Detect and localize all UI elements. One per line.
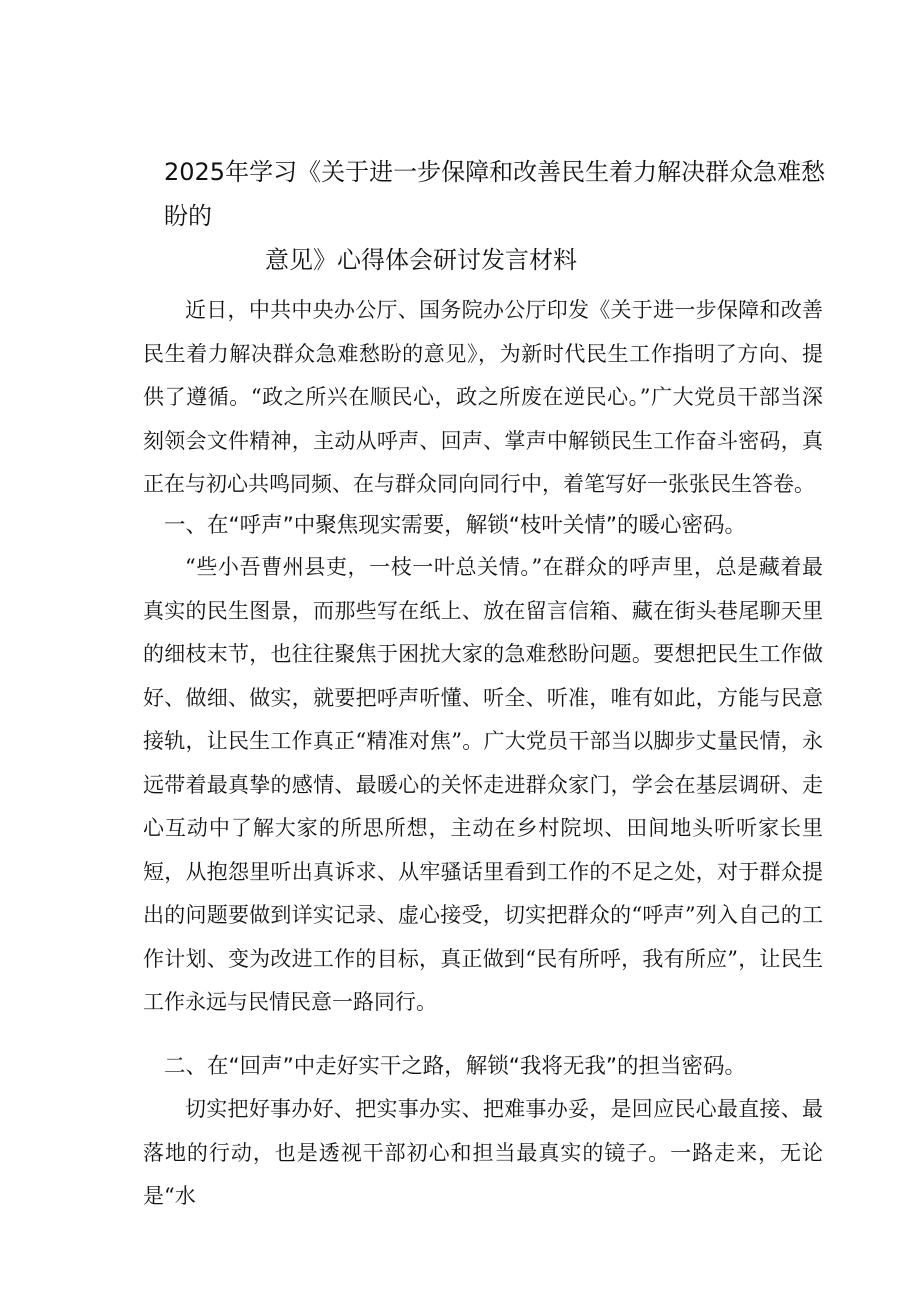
title-line-1: 2025年学习《关于进一步保障和改善民生着力解决群众急难愁盼的 <box>164 158 826 230</box>
document-title <box>140 150 840 282</box>
title-line-2: 意见》心得体会研讨发言材料 <box>265 246 577 274</box>
section-heading-2: 二、在“回声”中走好实干之路，解锁“我将无我”的担当密码。 <box>164 1054 747 1079</box>
intro-paragraph: 近日，中共中央办公厅、国务院办公厅印发《关于进一步保障和改善民生着力解决群众急难愁盼的意见》，为新时代民生工作指明了方向、提供了遵循。“政之所兴在顺民心，政之所废在逆民心。”广大党员干部当深刻领会文件精神，主动从呼声、回声、掌声中解锁民生工作奋斗密码，真正在与初心共鸣同频、在与群众同向同行中，着笔写好一张张民生答卷。 <box>143 298 823 496</box>
section-1-paragraph: “些小吾曹州县吏，一枝一叶总关情。”在群众的呼声里，总是藏着最真实的民生图景，而那些写在纸上、放在留言信箱、藏在街头巷尾聊天里的细枝末节，也往往聚焦于困扰大家的急难愁盼问题。要想把民生工作做好、做细、做实，就要把呼声听懂、听全、听准，唯有如此，方能与民意接轨，让民生工作真正“精准对焦”。广大党员干部当以脚步丈量民情，永远带着最真挚的感情、最暖心的关怀走进群众家门，学会在基层调研、走心互动中了解大家的所思所想，主动在乡村院坝、田间地头听听家长里短，从抱怨里听出真诉求、从牢骚话里看到工作的不足之处，对于群众提出的问题要做到详实记录、虚心接受，切实把群众的“呼声”列入自己的工作计划、变为改进工作的目标，真正做到“民有所呼，我有所应”，让民生工作永远与民情民意一路同行。 <box>143 555 823 1014</box>
section-heading-1: 一、在“呼声”中聚焦现实需要，解锁“枝叶关情”的暖心密码。 <box>164 513 747 538</box>
section-2-paragraph: 切实把好事办好、把实事办实、把难事办妥，是回应民心最直接、最落地的行动，也是透视干部初心和担当最真实的镜子。一路走来，无论是“水 <box>143 1097 823 1208</box>
